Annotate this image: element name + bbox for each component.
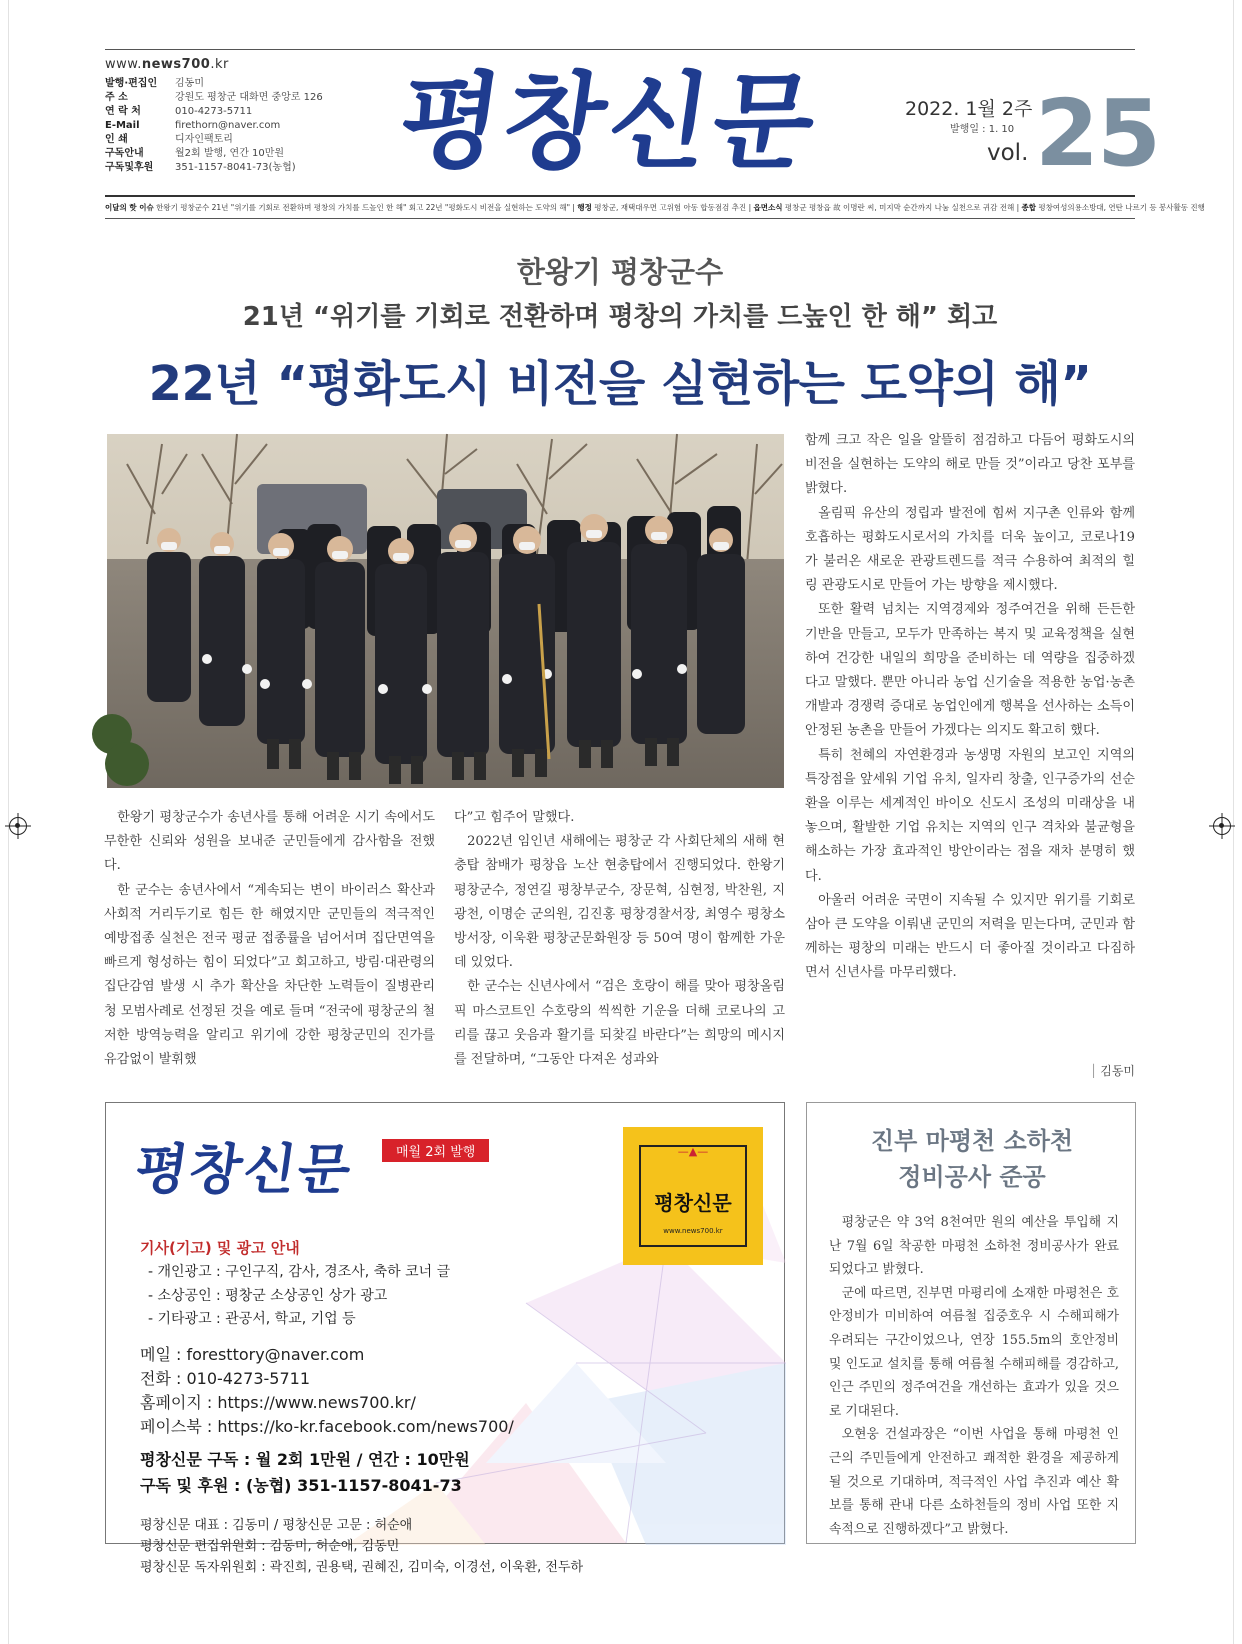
article-paragraph: 또한 활력 넘치는 지역경제와 정주여건을 위해 든든한 기반을 만들고, 모두가 만족하는 복지 및 교육정책을 실현하여 건강한 내일의 희망을 준비하는 데 역량을 집중하겠다고 말했다. 뿐만 아니라 농업 신기술을 적용한 농업·농촌 개발과 경쟁력 증대로 농업인에게 행복을 선사하는 소득이 안정된 농촌을 만들어 가겠다는 의지도 확고히 했다. [805,602,1135,739]
info-label: 구독및후원 [105,162,154,173]
sidebar-title-line: 진부 마평천 소하천 [870,1127,1074,1155]
ad-staff-line: 평창신문 편집위원회 : 김동미, 허순애, 김동민 [140,1539,400,1554]
website-url[interactable] [105,58,385,72]
info-row-email [105,119,385,133]
article-paragraph: 2022년 임인년 새해에는 평창군 각 사회단체의 새해 현충탑 참배가 평창읍 노산 현충탑에서 진행되었다. 한왕기 평창군수, 정연길 평창부군수, 장문혁, 심현정, 박찬원, 지광천, 이명순 군의원, 김진홍 평창경찰서장, 최영수 평창소방서장, 이욱환 평창군문화원장 등 50여 명이 함께한 가운데 있었다. [454,834,785,971]
info-value: 월2회 발행, 연간 10만원 [175,148,285,159]
info-label: 발행·편집인 [105,78,158,89]
sidebar-paragraph: 평창군은 약 3억 8천여만 원의 예산을 투입해 지난 7월 6일 착공한 마평천 소하천 정비공사가 완료되었다고 밝혔다. [829,1215,1119,1278]
brand-card-url: www.news700.kr [663,1227,723,1235]
issue-date: 2022. 1월 2주 [905,98,1033,120]
ad-contact-list [140,1343,514,1439]
info-value[interactable]: firethorn@naver.com [175,120,281,131]
info-label: 주 소 [105,92,128,103]
article-paragraph: 올림픽 유산의 정립과 발전에 힘써 지구촌 인류와 함께 호흡하는 평화도시로서의 가치를 더욱 높이고, 코로나19가 불러온 새로운 관광트렌드를 적극 수용하여 최적의 힐링 관광도시로 만들어 가는 방향을 제시했다. [805,505,1135,594]
ad-item: - 기타광고 : 관공서, 학교, 기업 등 [148,1311,356,1327]
article-paragraph: 한 군수는 신년사에서 “검은 호랑이 해를 맞아 평창올림픽 마스코트인 수호랑의 씩씩한 기운을 더해 코로나의 고리를 끊고 웃음과 활기를 되찾길 바란다”는 희망의 메시지를 전달하며, “그동안 다져온 성과와 [454,979,785,1068]
info-label: 구독안내 [105,148,144,159]
subscription-ad [105,1102,785,1575]
masthead-bottom-rule [105,195,1135,197]
article-paragraph-continued: 다”고 힘주어 말했다. [454,810,575,825]
newspaper-logo: 평창신문 [391,60,827,183]
ticker-text: 평창군, 재택대우면 고위험 아동 합동점검 추진 [594,203,747,212]
sidebar-paragraph: 군에 따르면, 진부면 마평리에 소재한 마평천은 호안정비가 미비하여 여름철 집중호우 시 수해피해가 우려되는 구간이었으나, 연장 155.5m의 호안정비 및 인도교 설치를 통해 여름철 수해피해를 경감하고, 인근 주민의 정주여건을 개선하는 효과가 있을 것으로 기대된다. [829,1285,1119,1419]
info-value: 351-1157-8041-73(농협) [175,162,296,173]
ad-subscription-info [140,1447,470,1499]
sidebar-body [829,1211,1119,1541]
sidebar-article [806,1102,1136,1544]
info-row-phone [105,105,385,119]
url-prefix: www. [105,57,142,72]
volume-label: vol. [987,140,1029,166]
ticker-text: 평창군 평창읍 故 이명란 씨, 미지막 순간까지 나눔 실천으로 귀감 전해 [784,203,1015,212]
article-column-2 [454,806,785,1072]
info-label: 연 락 처 [105,106,141,117]
headline-ticker: 이달의 핫 이슈 한왕기 평창군수 21년 "위기를 기회로 전환하며 평창의 가치를 드높인 한 해" 회고 22년 "평화도시 비전을 실현하는 도약의 해" | 행정 평창군, 재택대우면 고위험 아동 합동점검 추진 | 읍면소식 평창군 평창읍 故 이명란 씨, 미지막 순간까지 나눔 실천으로 귀감 전해 | 종합 평창여성의용소방대, 연탄 나르기 등 봉사활동 진행 [105,203,1205,212]
ceremony-photo [107,434,784,788]
info-value: 김동미 [175,78,204,89]
info-row-sponsor [105,161,385,175]
ad-item: - 소상공인 : 평창군 소상공인 상가 광고 [148,1287,388,1304]
registration-mark-right-icon [1213,817,1231,835]
masthead-top-rule [105,49,1135,50]
ticker-text: 평창여성의용소방대, 연탄 나르기 등 봉사활동 진행 [1038,203,1205,212]
info-label: E-Mail [105,120,140,131]
ceremony-photo-illustration [107,434,784,788]
article-kicker: 한왕기 평창군수 [516,255,724,289]
ad-contact-email[interactable]: 메일 : foresttory@naver.com [140,1345,365,1364]
article-headline: 22년 “평화도시 비전을 실현하는 도약의 해” [148,356,1092,412]
article-column-1 [104,806,435,1072]
ad-brand-card [623,1127,763,1265]
ad-contact-phone: 전화 : 010-4273-5711 [140,1369,310,1388]
ad-contact-homepage[interactable]: 홈페이지 : https://www.news700.kr/ [140,1393,416,1412]
ticker-tag: 행정 [577,203,592,212]
masthead-info [105,58,385,175]
page-edge-right [1233,0,1234,1644]
ticker-tag: 이달의 핫 이슈 [105,203,154,212]
article-column-3 [805,429,1135,986]
ad-subscription-account: 구독 및 후원 : (농협) 351-1157-8041-73 [140,1476,462,1495]
ad-contact-facebook[interactable]: 페이스북 : https://ko-kr.facebook.com/news700/ [140,1417,514,1436]
ad-staff-list [140,1515,583,1578]
ticker-text: 한왕기 평창군수 21년 "위기를 기회로 전환하며 평창의 가치를 드높인 한 해" 회고 22년 "평화도시 비전을 실현하는 도약의 해" [156,203,571,212]
ad-staff-line: 평창신문 대표 : 김동미 / 평창신문 고문 : 허순애 [140,1518,413,1533]
info-value: 010-4273-5711 [175,106,253,117]
ad-badge: 매월 2회 발행 [382,1139,489,1162]
article-subhead: 21년 “위기를 기회로 전환하며 평창의 가치를 드높인 한 해” 회고 [242,302,998,332]
info-row-print [105,133,385,147]
ticker-tag: 종합 [1021,203,1036,212]
url-suffix: .kr [210,57,229,72]
brand-card-name: 평창신문 [654,1191,732,1215]
article-paragraph: 한왕기 평창군수가 송년사를 통해 어려운 시기 속에서도 무한한 신뢰와 성원을 보내준 군민들에게 감사함을 전했다. [104,810,435,874]
ticker-bottom-rule [105,218,1135,219]
ad-section-title: 기사(기고) 및 광고 안내 [140,1239,300,1257]
info-value: 디자인팩토리 [175,134,233,145]
ad-item: - 개인광고 : 구인구직, 감사, 경조사, 축하 코너 글 [148,1264,451,1280]
article-paragraph: 한 군수는 송년사에서 “계속되는 변이 바이러스 확산과 사회적 거리두기로 힘든 한 해였지만 군민들의 적극적인 예방접종 실천은 전국 평균 접종률을 넘어서며 집단면역을 빠르게 형성하는 힘이 되었다”고 회고하고, 방림·대관령의 집단감염 발생 시 추가 확산을 차단한 노력들이 질병관리청 모범사례로 선정된 것을 예로 들며 “전국에 평창군의 철저한 방역능력을 알리고 위기에 강한 평창군민의 진가를 유감없이 발휘했 [104,882,435,1068]
info-label: 인 쇄 [105,134,128,145]
registration-mark-left-icon [9,817,27,835]
sidebar-paragraph: 오현웅 건설과장은 “이번 사업을 통해 마평천 인근의 주민들에게 안전하고 쾌적한 환경을 제공하게 될 것으로 기대하며, 적극적인 사업 추진과 예산 확보를 통해 관내 다른 소하천들의 정비 사업 또한 지속적으로 진행하겠다”고 밝혔다. [829,1427,1119,1537]
info-value: 강원도 평창군 대화면 중앙로 126 [175,92,323,103]
issue-info [890,80,1160,187]
ad-staff-line: 평창신문 독자위원회 : 곽진희, 권용택, 권혜진, 김미숙, 이경선, 이욱환, 전두하 [140,1560,584,1575]
ad-subscription-price: 평창신문 구독 : 월 2회 1만원 / 연간 : 10만원 [140,1450,470,1469]
article-paragraph: 특히 천혜의 자연환경과 농생명 자원의 보고인 지역의 특장점을 앞세워 기업 유치, 일자리 창출, 인구증가의 선순환을 이루는 세계적인 바이오 신도시 조성의 미래상을 내놓으며, 활발한 기업 유치는 지역의 인구 격차와 불균형을 해소하는 가장 효과적인 방안이라는 점을 재차 분명히 했다. [805,747,1135,884]
info-row-subscription [105,147,385,161]
ad-logo: 평창신문 [131,1137,357,1201]
article-byline: │ 김동미 [1090,1062,1135,1079]
sidebar-title-line: 정비공사 준공 [898,1163,1046,1191]
ticker-tag: 읍면소식 [753,203,783,212]
ad-item-list [148,1261,450,1332]
brand-mark-icon: —▲— [677,1145,709,1158]
issue-publish-date: 발행일 : 1. 10 [950,124,1015,135]
url-domain: news700 [141,57,211,72]
article-paragraph-continued: 함께 크고 작은 일을 알뜰히 점검하고 다듬어 평화도시의 비전을 실현하는 도약의 해로 만들 것”이라고 당찬 포부를 밝혔다. [805,433,1135,497]
info-row-publisher [105,77,385,91]
sidebar-title [807,1123,1137,1195]
info-row-address [105,91,385,105]
article-paragraph: 아울러 어려운 국면이 지속될 수 있지만 위기를 기회로 삼아 큰 도약을 이뤄낸 군민의 저력을 믿는다며, 군민과 함께하는 평창의 미래는 반드시 더 좋아질 것이라고 다짐하면서 신년사를 마무리했다. [805,892,1135,981]
volume-number: 25 [1035,80,1160,187]
